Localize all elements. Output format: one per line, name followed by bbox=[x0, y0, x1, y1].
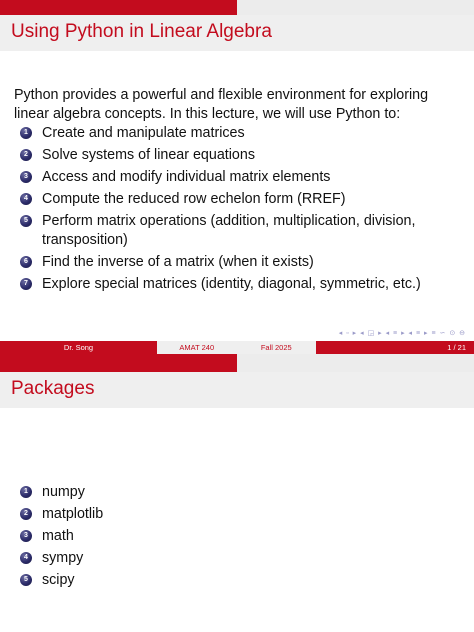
header-bar-red bbox=[0, 0, 237, 15]
number-bullet-icon: 3 bbox=[20, 530, 32, 542]
slide2-title: Packages bbox=[11, 378, 95, 399]
number-bullet-icon: 4 bbox=[20, 193, 32, 205]
list-item-text: numpy bbox=[42, 484, 85, 500]
header-bar bbox=[0, 0, 474, 15]
list-item bbox=[20, 124, 460, 143]
list-item bbox=[20, 483, 320, 502]
list-item bbox=[20, 168, 460, 187]
header-bar-2-gray bbox=[237, 354, 474, 372]
list-item-text: Solve systems of linear equations bbox=[42, 147, 255, 163]
footer-course: AMAT 240 bbox=[179, 343, 215, 352]
footer-page-number: 1 / 21 bbox=[316, 341, 474, 354]
number-bullet-icon: 1 bbox=[20, 127, 32, 139]
number-bullet-icon: 2 bbox=[20, 508, 32, 520]
list-item-text: Compute the reduced row echelon form (RREF) bbox=[42, 191, 346, 207]
list-item-text: Access and modify individual matrix elements bbox=[42, 169, 331, 185]
number-bullet-icon: 5 bbox=[20, 215, 32, 227]
intro-paragraph: Python provides a powerful and flexible environment for exploring linear algebra concepts. In this lecture, we will use Python to: bbox=[14, 87, 429, 122]
list-item bbox=[20, 505, 320, 524]
footer-center bbox=[157, 341, 316, 354]
number-bullet-icon: 5 bbox=[20, 574, 32, 586]
number-bullet-icon: 2 bbox=[20, 149, 32, 161]
header-bar-gray bbox=[237, 0, 474, 15]
list-item bbox=[20, 527, 320, 546]
number-bullet-icon: 1 bbox=[20, 486, 32, 498]
list-item-text: matplotlib bbox=[42, 506, 104, 522]
number-bullet-icon: 4 bbox=[20, 552, 32, 564]
list-item bbox=[20, 212, 460, 250]
list-item bbox=[20, 146, 460, 165]
list-item-text: sympy bbox=[42, 550, 84, 566]
list-item-text: math bbox=[42, 528, 74, 544]
list-item bbox=[20, 549, 320, 568]
footer-term: Fall 2025 bbox=[260, 343, 292, 352]
slide-title: Using Python in Linear Algebra bbox=[11, 21, 272, 42]
list-item-text: Perform matrix operations (addition, multiplication, division, transposition) bbox=[42, 213, 416, 248]
header-bar-2-red bbox=[0, 354, 237, 372]
list-item bbox=[20, 190, 460, 209]
packages-list bbox=[20, 483, 320, 593]
objectives-list bbox=[20, 124, 460, 297]
number-bullet-icon: 3 bbox=[20, 171, 32, 183]
list-item bbox=[20, 275, 460, 294]
footer-bar bbox=[0, 341, 474, 354]
list-item-text: Create and manipulate matrices bbox=[42, 125, 245, 141]
slide-title-bar bbox=[0, 15, 474, 51]
footer-author: Dr. Song bbox=[0, 341, 157, 354]
list-item bbox=[20, 571, 320, 590]
list-item-text: Find the inverse of a matrix (when it exists) bbox=[42, 254, 314, 270]
beamer-navigation-icons[interactable]: ◂ ▫ ▸ ◂ ◲ ▸ ◂ ≡ ▸ ◂ ≡ ▸ ≡ ∽ ⊙ ⊖ bbox=[338, 330, 466, 337]
slide2-title-bar bbox=[0, 372, 474, 408]
list-item-text: scipy bbox=[42, 572, 75, 588]
number-bullet-icon: 6 bbox=[20, 256, 32, 268]
header-bar-2 bbox=[0, 354, 474, 372]
list-item bbox=[20, 253, 460, 272]
number-bullet-icon: 7 bbox=[20, 278, 32, 290]
list-item-text: Explore special matrices (identity, diagonal, symmetric, etc.) bbox=[42, 276, 421, 292]
